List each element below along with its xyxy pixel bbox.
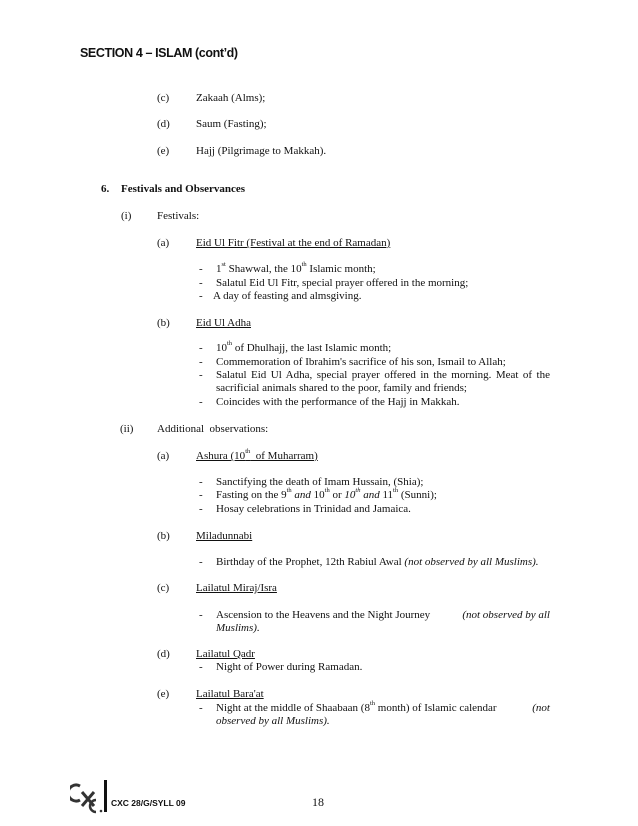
festivals-heading-num: 6. <box>101 183 110 195</box>
bullet: - <box>199 702 203 714</box>
item-num: (b) <box>157 317 170 329</box>
cxc-logo-icon <box>70 780 104 814</box>
list-item: Hosay celebrations in Trinidad and Jamaica. <box>216 503 411 515</box>
footer-divider <box>104 780 107 812</box>
subsection-title: Festivals: <box>157 210 200 222</box>
bullet: - <box>199 661 203 673</box>
bullet: - <box>199 396 203 408</box>
list-item: Coincides with the performance of the Hajj in Makkah. <box>216 396 460 408</box>
pillar-num: (d) <box>157 118 170 130</box>
pillar-text: Saum (Fasting); <box>196 118 267 130</box>
list-item-continuation: Muslims). <box>216 622 260 634</box>
bullet: - <box>199 476 203 488</box>
item-num: (c) <box>157 582 170 594</box>
item-num: (d) <box>157 648 170 660</box>
list-item: 1st Shawwal, the 10th Islamic month; <box>216 261 376 275</box>
list-item-continuation: sacrificial animals shared to the poor, family and friends; <box>216 382 467 394</box>
bullet: - <box>199 503 203 515</box>
list-item: Salatul Eid Ul Fitr, special prayer offered in the morning; <box>216 277 469 289</box>
bullet: - <box>199 290 203 302</box>
item-num: (e) <box>157 688 170 700</box>
subsection-num: (ii) <box>120 423 134 435</box>
item-num: (a) <box>157 237 170 249</box>
bullet: - <box>199 609 203 621</box>
list-item: Commemoration of Ibrahim's sacrifice of his son, Ismail to Allah; <box>216 356 506 368</box>
pillar-text: Hajj (Pilgrimage to Makkah). <box>196 145 327 157</box>
bullet: - <box>199 369 203 381</box>
ashura-title: Ashura (10th of Muharram) <box>196 448 318 462</box>
lailatul-baraat-title: Lailatul Bara'at <box>196 688 264 700</box>
eid-ul-adha-title: Eid Ul Adha <box>196 317 251 329</box>
pillar-text: Zakaah (Alms); <box>196 92 266 104</box>
eid-ul-fitr-title: Eid Ul Fitr (Festival at the end of Ramadan) <box>196 237 391 249</box>
bullet: - <box>199 277 203 289</box>
bullet: - <box>199 263 203 275</box>
list-item: Ascension to the Heavens and the Night Journey (not observed by all <box>216 609 550 621</box>
festivals-heading: Festivals and Observances <box>121 183 246 195</box>
lailatul-qadr-title: Lailatul Qadr <box>196 648 255 660</box>
syllabus-code: CXC 28/G/SYLL 09 <box>111 798 186 808</box>
pillar-num: (c) <box>157 92 170 104</box>
list-item: 10th of Dhulhajj, the last Islamic month; <box>216 340 392 354</box>
list-item: Fasting on the 9th and 10th or 10th and 11th (Sunni); <box>216 487 437 501</box>
list-item: Night of Power during Ramadan. <box>216 661 363 673</box>
bullet: - <box>199 489 203 501</box>
item-num: (b) <box>157 530 170 542</box>
bullet: - <box>199 356 203 368</box>
subsection-num: (i) <box>121 210 132 222</box>
list-item: Sanctifying the death of Imam Hussain, (Shia); <box>216 476 424 488</box>
list-item: Salatul Eid Ul Adha, special prayer offered in the morning. Meat of the <box>216 369 550 381</box>
bullet: - <box>199 556 203 568</box>
pillar-num: (e) <box>157 145 170 157</box>
page-number: 18 <box>312 795 324 809</box>
bullet: - <box>199 342 203 354</box>
list-item: A day of feasting and almsgiving. <box>213 290 362 302</box>
list-item: Night at the middle of Shaabaan (8th month) of Islamic calendar (not <box>216 700 550 714</box>
lailatul-miraj-title: Lailatul Miraj/Isra <box>196 582 277 594</box>
list-item: Birthday of the Prophet, 12th Rabiul Awal (not observed by all Muslims). <box>216 556 539 568</box>
miladunnabi-title: Miladunnabi <box>196 530 253 542</box>
section-heading: SECTION 4 – ISLAM (cont’d) <box>80 46 238 60</box>
item-num: (a) <box>157 450 170 462</box>
list-item-continuation: observed by all Muslims). <box>216 715 330 727</box>
subsection-title: Additional observations: <box>157 423 269 435</box>
